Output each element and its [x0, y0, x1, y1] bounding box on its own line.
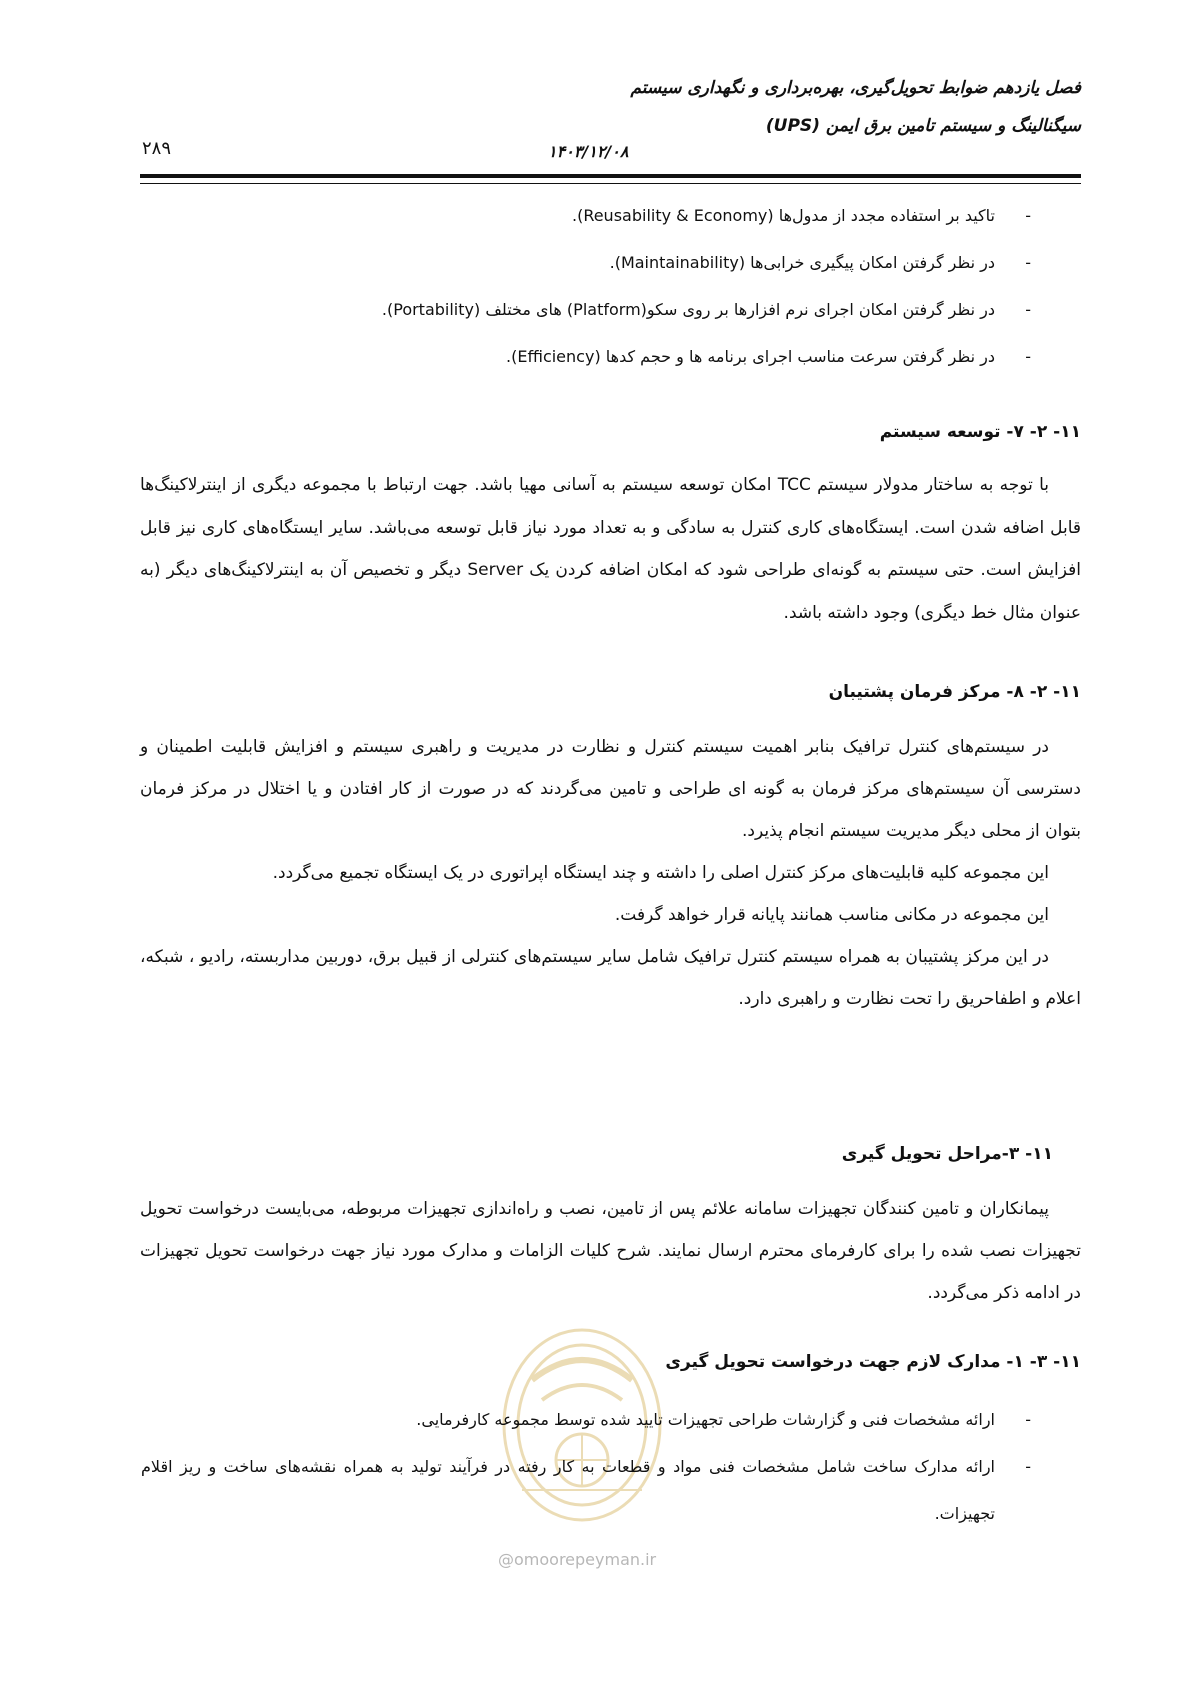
paragraph-delivery-stages: پیمانکاران و تامین کنندگان تجهیزات سامانه علائم پس از تامین، نصب و راه‌اندازی تجهیزات مربوطه، می‌بایست درخواست تحویل تجهیزات نصب شده را برای کارفرمای محترم ارسال نمایند. شرح کلیات الزامات و مدارک مورد نیاز جهت درخواست تحویل تجهیزات در ادامه ذکر می‌گردد. — [140, 1199, 1081, 1303]
page-header — [140, 72, 1081, 192]
page-number: ۲۸۹ — [142, 138, 172, 159]
section-heading-required-documents: ۱۱- ۳- ۱- مدارک لازم جهت درخواست تحویل گیری — [665, 1352, 1081, 1372]
list-item: - در نظر گرفتن امکان اجرای نرم افزارها بر روی سکو(Platform) های مختلف (Portability). — [171, 286, 1031, 333]
list-item: - در نظر گرفتن سرعت مناسب اجرای برنامه ها و حجم کدها (Efficiency). — [171, 333, 1031, 380]
bullet-dash: - — [1025, 253, 1031, 272]
bullet-dash: - — [1025, 300, 1031, 319]
list-item: - تاکید بر استفاده مجدد از مدول‌ها (Reusability & Economy). — [171, 192, 1031, 239]
bullet-dash: - — [1025, 206, 1031, 225]
bullet-dash: - — [1025, 1457, 1031, 1476]
header-divider — [140, 174, 1081, 184]
bullet-list-top — [171, 192, 1031, 380]
paragraph-backup-2: این مجموعه کلیه قابلیت‌های مرکز کنترل اصلی را داشته و چند ایستگاه اپراتوری در یک ایستگاه تجمیع می‌گردد. — [272, 863, 1049, 883]
header-date: ۱۴۰۳/۱۲/۰۸ — [548, 142, 629, 161]
paragraph-backup-3: این مجموعه در مکانی مناسب همانند پایانه قرار خواهد گرفت. — [614, 905, 1049, 925]
list-item: - ارائه مدارک ساخت شامل مشخصات فنی مواد و قطعات به کار رفته در فرآیند تولید به همراه نقشه‌های ساخت و ریز اقلام تجهیزات. — [141, 1443, 1031, 1537]
list-item: - در نظر گرفتن امکان پیگیری خرابی‌ها (Maintainability). — [171, 239, 1031, 286]
bullet-list-documents — [141, 1396, 1031, 1537]
section-heading-backup-control-center: ۱۱- ۲- ۸- مرکز فرمان پشتیبان — [828, 682, 1081, 702]
list-item: - ارائه مشخصات فنی و گزارشات طراحی تجهیزات تایید شده توسط مجموعه کارفرمایی. — [141, 1396, 1031, 1443]
paragraph-backup-4: در این مرکز پشتیبان به همراه سیستم کنترل ترافیک شامل سایر سیستم‌های کنترلی از قبیل برق، دوربین مداربسته، رادیو ، شبکه، اعلام و اطفاحریق را تحت نظارت و راهبری دارد. — [140, 947, 1081, 1009]
chapter-subtitle: سیگنالینگ و سیستم تامین برق ایمن (UPS) — [765, 116, 1081, 136]
chapter-title: فصل یازدهم ضوابط تحویل‌گیری، بهره‌برداری و نگهداری سیستم — [630, 78, 1081, 98]
bullet-dash: - — [1025, 347, 1031, 366]
watermark-text: @omoorepeyman.ir — [498, 1550, 657, 1569]
bullet-dash: - — [1025, 1410, 1031, 1429]
section-heading-system-expansion: ۱۱- ۲- ۷- توسعه سیستم — [879, 422, 1081, 442]
section-heading-delivery-stages: ۱۱- ۳-مراحل تحویل گیری — [841, 1144, 1053, 1164]
paragraph-backup-1: در سیستم‌های کنترل ترافیک بنابر اهمیت سیستم کنترل و نظارت در مدیریت و راهبری سیستم و افزایش قابلیت اطمینان و دسترسی آن سیستم‌های مرکز فرمان به گونه ای طراحی و تامین می‌گردند که در صورت از کار افتادن و یا اختلال در مرکز فرمان بتوان از محلی دیگر مدیریت سیستم انجام پذیرد. — [140, 737, 1081, 841]
paragraph-system-expansion: با توجه به ساختار مدولار سیستم TCC امکان توسعه سیستم به آسانی مهیا باشد. جهت ارتباط با مجموعه دیگری از اینترلاکینگ‌ها قابل اضافه شدن است. ایستگاه‌های کاری کنترل به سادگی و به تعداد مورد نیاز قابل توسعه می‌باشد. سایر ایستگاه‌های کاری نیز قابل افزایش است. حتی سیستم به گونه‌ای طراحی شود که امکان اضافه کردن یک Server دیگر و تخصیص آن به اینترلاکینگ‌های دیگر (به عنوان مثال خط دیگری) وجود داشته باشد. — [140, 475, 1082, 623]
